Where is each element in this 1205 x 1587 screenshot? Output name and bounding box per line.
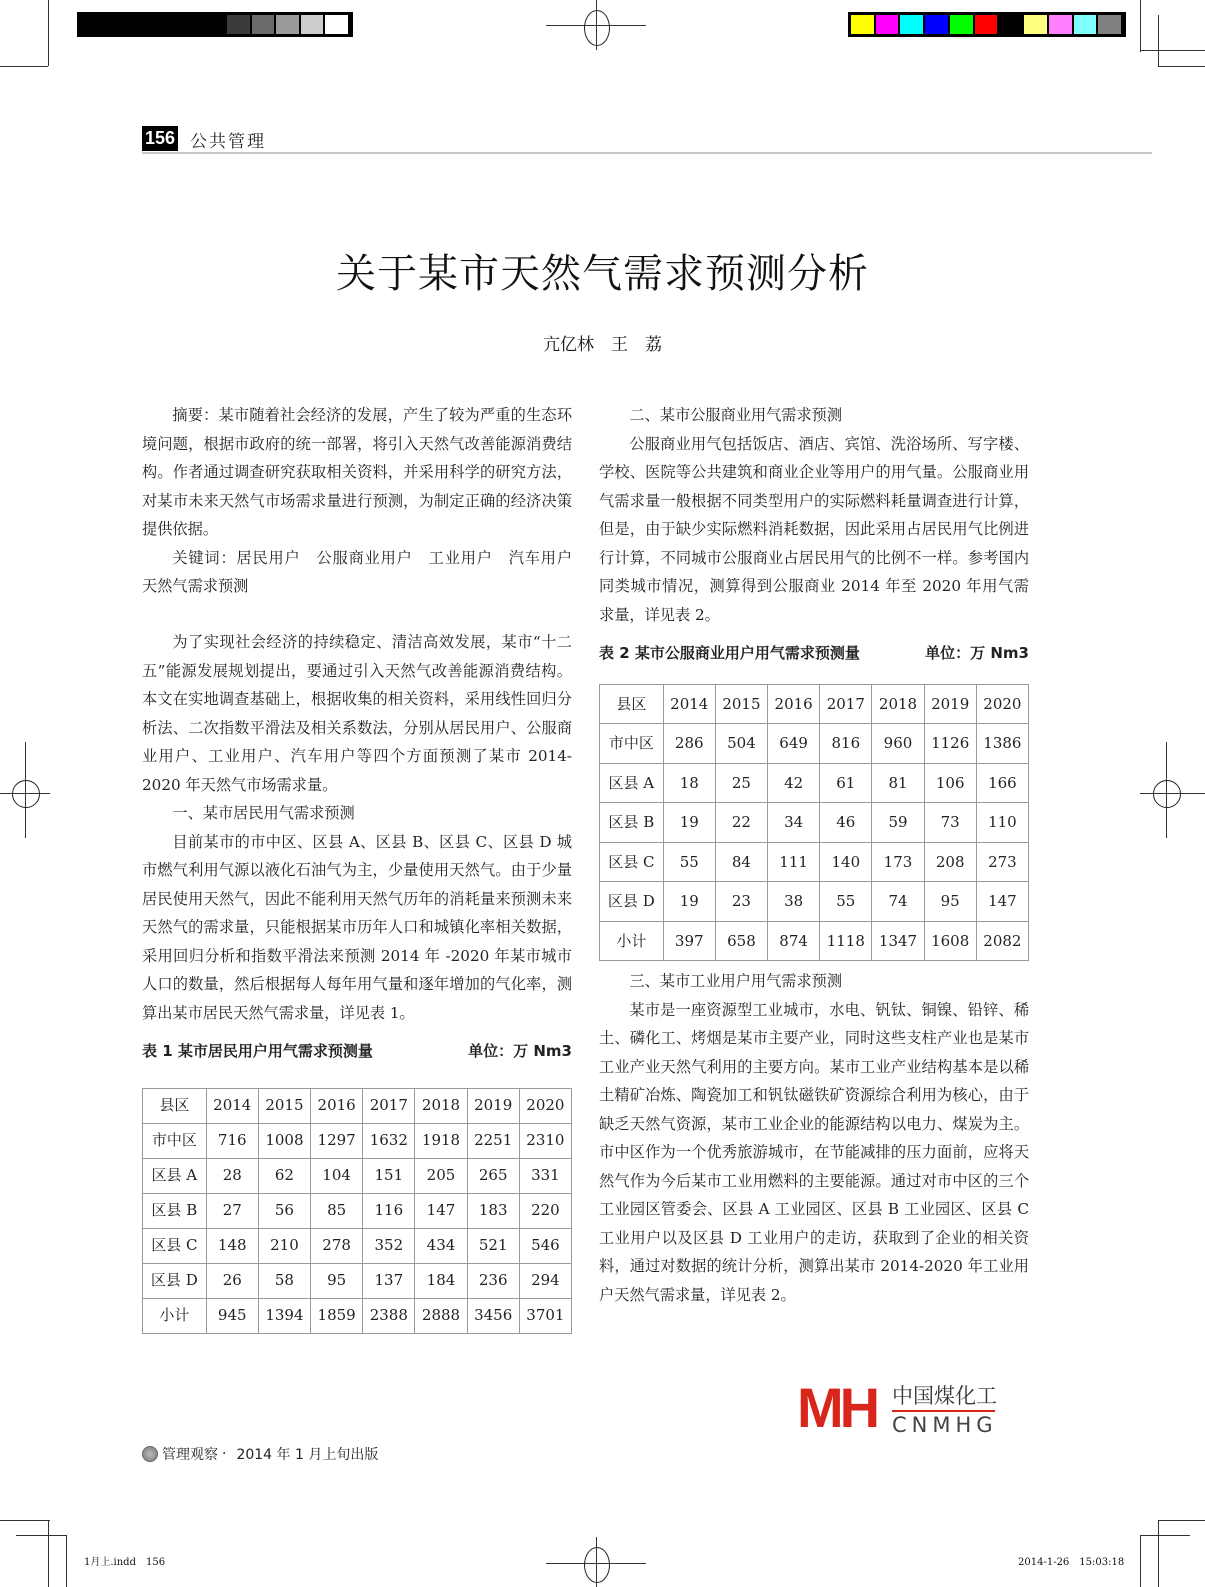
table-cell: 27 — [206, 1193, 258, 1228]
table-cell: 23 — [715, 882, 767, 922]
row-label: 区县 C — [600, 842, 664, 882]
color-swatch — [1024, 15, 1049, 34]
table-cell: 55 — [663, 842, 715, 882]
table-cell: 649 — [768, 724, 820, 764]
table-cell: 278 — [311, 1228, 363, 1263]
keywords-text: 关键词：居民用户 公服商业用户 工业用户 汽车用户 天然气需求预测 — [142, 548, 588, 595]
table-cell: 2310 — [519, 1123, 571, 1158]
section1-paragraph: 目前某市的市中区、区县 A、区县 B、区县 C、区县 D 城市燃气利用气源以液化石油气为主，少量使用天然气。由于少量居民使用天然气，因此不能利用天然气历年的消耗量来预测未来天然气的需求量，只能根据某市历年人口和城镇化率相关数据，采用回归分析和指数平滑法来预测 2014 年 -2020 年某市城市人口的数量，然后根据每人每年用气量和逐年增加的气化率，测算出某市居民天然气需求量，详见表 1。 — [142, 832, 572, 1022]
color-swatch — [950, 15, 975, 34]
column-header: 2018 — [872, 684, 924, 724]
table-cell: 1118 — [820, 921, 872, 961]
table-cell: 166 — [976, 763, 1028, 803]
table-cell: 1632 — [363, 1123, 415, 1158]
left-column-body — [142, 628, 572, 1334]
table-cell: 73 — [924, 803, 976, 843]
registration-target-circle — [1153, 780, 1181, 808]
table-cell: 151 — [363, 1158, 415, 1193]
table-row — [143, 1263, 572, 1298]
table-row — [600, 921, 1029, 961]
abstract-text: 摘要：某市随着社会经济的发展，产生了较为严重的生态环境问题，根据市政府的统一部署，将引入天然气改善能源消费结构。作者通过调查研究获取相关资料，并采用科学的研究方法，对某市未来天然气市场需求量进行预测，为制定正确的经济决策提供依据。 — [142, 406, 572, 538]
logo-mark: MH — [797, 1376, 877, 1439]
column-header: 2014 — [206, 1088, 258, 1123]
table-cell: 184 — [415, 1263, 467, 1298]
column-header: 2019 — [467, 1088, 519, 1123]
table-cell: 1008 — [258, 1123, 310, 1158]
section2-paragraph: 公服商业用气包括饭店、酒店、宾馆、洗浴场所、写字楼、学校、医院等公共建筑和商业企业等用户的用气量。公服商业用气需求量一般根据不同类型用户的实际燃料耗量调查进行计算，但是，由于缺少实际燃料消耗数据，因此采用占居民用气比例进行计算，不同城市公服商业占居民用气的比例不一样。参考国内同类城市情况，测算得到公服商业 2014 年至 2020 年用气需求量，详见表 2。 — [599, 434, 1029, 624]
crop-mark — [66, 1535, 67, 1587]
table-cell: 1297 — [311, 1123, 363, 1158]
table-cell: 210 — [258, 1228, 310, 1263]
table-cell: 286 — [663, 724, 715, 764]
column-header: 2015 — [258, 1088, 310, 1123]
abstract-block — [142, 401, 588, 601]
row-label: 小计 — [600, 921, 664, 961]
article-authors: 亢亿林 王 荔 — [543, 335, 662, 355]
table-cell: 1608 — [924, 921, 976, 961]
table1-title: 表 1 某市居民用户用气需求预测量 — [142, 1042, 373, 1060]
table-cell: 26 — [206, 1263, 258, 1298]
column-header: 2016 — [768, 684, 820, 724]
table-cell: 56 — [258, 1193, 310, 1228]
section3-paragraph: 某市是一座资源型工业城市，水电、钒钛、铜镍、铅锌、稀土、磷化工、烤烟是某市主要产业，同时这些支柱产业也是某市工业产业天然气利用的主要方向。某市工业产业结构基本是以稀土精矿冶炼、陶瓷加工和钒钛磁铁矿资源综合利用为核心，由于缺乏天然气资源，某市工业企业的能源结构以电力、煤炭为主。市中区作为一个优秀旅游城市，在节能减排的压力面前，应将天然气作为今后某市工业用燃料的主要能源。通过对市中区的三个工业园区管委会、区县 A 工业园区、区县 B 工业园区、区县 C 工业用户以及区县 D 工业用户的走访，获取到了企业的相关资料，通过对数据的统计分析，测算出某市 2014-2020 年工业用户天然气需求量，详见表 2。 — [599, 1000, 1029, 1304]
table-cell: 960 — [872, 724, 924, 764]
gray-swatch — [227, 15, 252, 34]
table-cell: 265 — [467, 1158, 519, 1193]
column-header: 2019 — [924, 684, 976, 724]
table-cell: 81 — [872, 763, 924, 803]
row-label: 小计 — [143, 1298, 207, 1333]
gray-swatch — [276, 15, 301, 34]
table-row — [143, 1158, 572, 1193]
gray-swatch — [301, 15, 326, 34]
row-label: 区县 B — [143, 1193, 207, 1228]
table-cell: 38 — [768, 882, 820, 922]
table-cell: 352 — [363, 1228, 415, 1263]
row-label: 区县 B — [600, 803, 664, 843]
table2-commercial-demand — [599, 684, 1029, 962]
column-header: 2020 — [976, 684, 1028, 724]
column-header: 2020 — [519, 1088, 571, 1123]
table-cell: 434 — [415, 1228, 467, 1263]
table-cell: 220 — [519, 1193, 571, 1228]
table-cell: 34 — [768, 803, 820, 843]
table-row — [600, 842, 1029, 882]
gray-swatch — [129, 15, 154, 34]
column-header: 2014 — [663, 684, 715, 724]
color-swatch — [900, 15, 925, 34]
table-cell: 25 — [715, 763, 767, 803]
crop-mark — [1158, 15, 1159, 67]
table-cell: 1859 — [311, 1298, 363, 1333]
crop-mark — [1140, 1535, 1190, 1536]
color-swatch — [925, 15, 950, 34]
table-cell: 2388 — [363, 1298, 415, 1333]
table-row — [143, 1123, 572, 1158]
table1-caption — [142, 1037, 572, 1066]
table-cell: 148 — [206, 1228, 258, 1263]
table-cell: 205 — [415, 1158, 467, 1193]
gray-swatch — [80, 15, 105, 34]
table-cell: 208 — [924, 842, 976, 882]
table-cell: 521 — [467, 1228, 519, 1263]
crop-mark — [1158, 1520, 1205, 1521]
table-cell: 1386 — [976, 724, 1028, 764]
gray-swatch — [325, 15, 350, 34]
table-cell: 55 — [820, 882, 872, 922]
logo-name-chinese: 中国煤化工 — [892, 1384, 997, 1408]
gray-swatch — [203, 15, 228, 34]
table-cell: 1394 — [258, 1298, 310, 1333]
crop-mark — [1158, 1520, 1159, 1587]
table-cell: 116 — [363, 1193, 415, 1228]
table-cell: 236 — [467, 1263, 519, 1298]
section2-heading: 二、某市公服商业用气需求预测 — [629, 406, 843, 424]
logo-divider — [892, 1410, 995, 1412]
slug-timestamp: 2014-1-26 15:03:18 — [1018, 1557, 1125, 1568]
table-cell: 2251 — [467, 1123, 519, 1158]
table1-unit: 单位：万 Nm3 — [468, 1042, 572, 1060]
color-swatch — [1074, 15, 1099, 34]
color-swatch — [999, 15, 1024, 34]
table2-title: 表 2 某市公服商业用户用气需求预测量 — [599, 644, 860, 662]
table-cell: 95 — [311, 1263, 363, 1298]
crop-mark — [0, 1520, 50, 1521]
table-cell: 106 — [924, 763, 976, 803]
table-cell: 147 — [976, 882, 1028, 922]
section-title: 公共管理 — [190, 132, 266, 152]
table-cell: 59 — [872, 803, 924, 843]
gray-swatch — [178, 15, 203, 34]
table-cell: 658 — [715, 921, 767, 961]
issue-date: 2014 年 1 月上旬出版 — [236, 1447, 379, 1463]
row-label: 市中区 — [143, 1123, 207, 1158]
registration-target-circle — [12, 780, 40, 808]
table2-caption — [599, 639, 1029, 668]
table-cell: 504 — [715, 724, 767, 764]
color-swatch — [1098, 15, 1123, 34]
column-header: 县区 — [143, 1088, 207, 1123]
table-cell: 331 — [519, 1158, 571, 1193]
table-cell: 111 — [768, 842, 820, 882]
gray-swatch — [105, 15, 130, 34]
table-cell: 104 — [311, 1158, 363, 1193]
table-cell: 46 — [820, 803, 872, 843]
color-swatch — [975, 15, 1000, 34]
row-label: 区县 D — [600, 882, 664, 922]
grayscale-calibration-bar — [77, 12, 353, 37]
table2-header-row — [600, 684, 1029, 724]
color-calibration-bar — [848, 12, 1126, 37]
table-cell: 1126 — [924, 724, 976, 764]
table-cell: 42 — [768, 763, 820, 803]
table-row — [600, 724, 1029, 764]
journal-seal-icon — [142, 1446, 158, 1462]
column-header: 2018 — [415, 1088, 467, 1123]
table-cell: 2888 — [415, 1298, 467, 1333]
table-cell: 147 — [415, 1193, 467, 1228]
header-divider — [142, 152, 1152, 154]
table-cell: 3701 — [519, 1298, 571, 1333]
table-cell: 28 — [206, 1158, 258, 1193]
journal-name: 管理观察 — [162, 1447, 218, 1463]
gray-swatch — [154, 15, 179, 34]
crop-mark — [16, 1535, 66, 1536]
table-cell: 140 — [820, 842, 872, 882]
table-row — [600, 763, 1029, 803]
table-cell: 137 — [363, 1263, 415, 1298]
table-cell: 945 — [206, 1298, 258, 1333]
row-label: 区县 A — [143, 1158, 207, 1193]
table-cell: 874 — [768, 921, 820, 961]
section1-heading: 一、某市居民用气需求预测 — [172, 804, 355, 822]
table-row — [600, 882, 1029, 922]
table-cell: 19 — [663, 803, 715, 843]
footer-separator: · — [222, 1446, 227, 1462]
crop-mark — [1140, 50, 1205, 51]
logo-name-english: CNMHG — [892, 1413, 998, 1437]
crop-mark — [48, 0, 49, 66]
page-number: 156 — [142, 126, 178, 151]
table-cell: 61 — [820, 763, 872, 803]
table-cell: 2082 — [976, 921, 1028, 961]
table-row — [143, 1193, 572, 1228]
table-cell: 22 — [715, 803, 767, 843]
table-cell: 294 — [519, 1263, 571, 1298]
color-swatch — [876, 15, 901, 34]
registration-target-circle — [584, 10, 610, 46]
table-cell: 716 — [206, 1123, 258, 1158]
table-cell: 74 — [872, 882, 924, 922]
table-cell: 110 — [976, 803, 1028, 843]
table2-unit: 单位：万 Nm3 — [925, 644, 1029, 662]
intro-paragraph: 为了实现社会经济的持续稳定、清洁高效发展，某市“十二五”能源发展规划提出，要通过引入天然气改善能源消费结构。本文在实地调查基础上，根据收集的相关资料，采用线性回归分析法、二次指数平滑法及相关系数法，分别从居民用户、公服商业用户、工业用户、汽车用户等四个方面预测了某市 2014-2020 年天然气市场需求量。 — [142, 633, 572, 794]
table-row — [143, 1298, 572, 1333]
table-cell: 1918 — [415, 1123, 467, 1158]
row-label: 市中区 — [600, 724, 664, 764]
page-footer — [142, 1444, 378, 1464]
table-cell: 173 — [872, 842, 924, 882]
table-cell: 85 — [311, 1193, 363, 1228]
column-header: 2016 — [311, 1088, 363, 1123]
registration-target-circle — [584, 1547, 610, 1583]
crop-mark — [48, 1520, 49, 1587]
row-label: 区县 C — [143, 1228, 207, 1263]
crop-mark — [1158, 66, 1205, 67]
row-label: 区县 D — [143, 1263, 207, 1298]
table1-residential-demand — [142, 1088, 572, 1334]
crop-mark — [1140, 0, 1141, 52]
table-row — [600, 803, 1029, 843]
table-cell: 546 — [519, 1228, 571, 1263]
table-cell: 397 — [663, 921, 715, 961]
color-swatch — [1049, 15, 1074, 34]
table-cell: 273 — [976, 842, 1028, 882]
row-label: 区县 A — [600, 763, 664, 803]
column-header: 县区 — [600, 684, 664, 724]
table-cell: 84 — [715, 842, 767, 882]
column-header: 2015 — [715, 684, 767, 724]
color-swatch — [851, 15, 876, 34]
table-row — [143, 1228, 572, 1263]
table-cell: 183 — [467, 1193, 519, 1228]
section3-heading: 三、某市工业用户用气需求预测 — [629, 972, 843, 990]
right-column-body — [599, 401, 1029, 1309]
table-cell: 19 — [663, 882, 715, 922]
column-header: 2017 — [820, 684, 872, 724]
table-cell: 58 — [258, 1263, 310, 1298]
crop-mark — [1140, 1535, 1141, 1587]
table-cell: 95 — [924, 882, 976, 922]
slug-file-info: 1月上.indd 156 — [84, 1557, 166, 1568]
gray-swatch — [252, 15, 277, 34]
table-cell: 18 — [663, 763, 715, 803]
article-title: 关于某市天然气需求预测分析 — [336, 251, 869, 297]
table-cell: 1347 — [872, 921, 924, 961]
table-cell: 62 — [258, 1158, 310, 1193]
table-cell: 3456 — [467, 1298, 519, 1333]
table-cell: 816 — [820, 724, 872, 764]
watermark-logo — [797, 1376, 1007, 1440]
crop-mark — [0, 66, 48, 67]
table1-header-row — [143, 1088, 572, 1123]
column-header: 2017 — [363, 1088, 415, 1123]
